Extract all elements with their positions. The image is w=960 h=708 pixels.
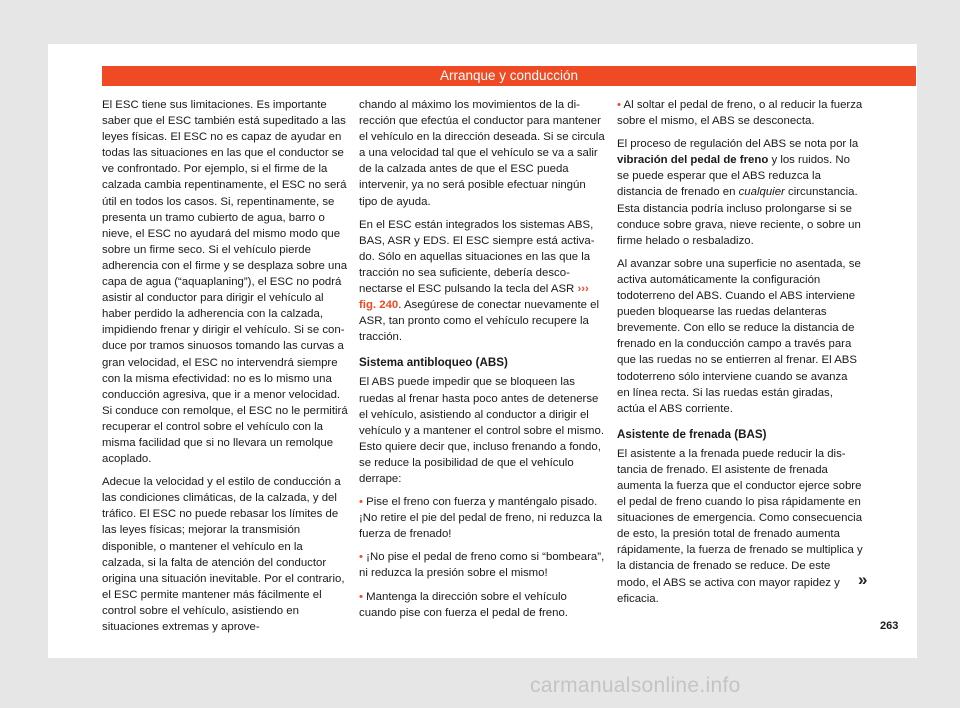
paragraph: El ABS puede impedir que se bloqueen las ruedas al frenar hasta poco antes de detenerse el vehículo, asistiendo al conductor a dirigir el vehículo y a mantener el control sobre el mismo. Esto quiere decir que, incluso frenando a fondo, se reduce la posibilidad de que el vehículo derrape:	[359, 376, 605, 485]
paragraph-text: El proceso de regulación del ABS se nota por la	[617, 138, 859, 151]
continue-arrow-icon: »	[858, 570, 868, 589]
bullet-icon: •	[617, 99, 621, 111]
bullet-icon: •	[359, 496, 363, 509]
paragraph: El asistente a la frenada puede reducir la distancia de frenado. El asistente de frenada aumenta la fuerza que el conductor ejerce sobre el pedal de freno cuando lo pisa rápidamente en situaciones de emergencia. Como consecuencia de esto, la presión total de frenado aumenta rápidamente, la fuerza de frenado se multiplica y la distancia de frenado se reduce. De este modo, el ABS se activa con mayor rapidez y eficacia.	[617, 447, 863, 605]
page-number: 263	[880, 620, 899, 632]
watermark: carmanualsonline.info	[530, 674, 741, 697]
bullet-icon: •	[359, 590, 363, 603]
bullet-text: ¡No pise el pedal de freno como si “bombeara”, ni reduzca la presión sobre el mismo!	[359, 551, 605, 580]
text-column-3	[617, 97, 863, 614]
text-column-1	[102, 97, 348, 642]
paragraph-text: circunstancia. Esta distancia podría incluso prolongarse si se conduce sobre grava, nieve reciente, o sobre un firme helado o resbaladizo.	[617, 186, 861, 247]
paragraph: El ESC tiene sus limitaciones. Es importante saber que el ESC también está supeditado a las leyes físicas. El ESC no es capaz de ayudar en todas las situaciones en las que el conductor se ve confrontado. Por ejemplo, si el firme de la calzada cambia repentinamente, el ESC no será útil en todos los casos. Si, repentinamente, se presenta un tramo cubierto de agua, barro o nieve, el ESC no ayudará del mismo modo que sobre un firme seco. Si el vehículo pierde adherencia con el firme y se desplaza sobre una capa de agua (“aquaplaning”), el ESC no podrá asistir al conductor para dirigir el vehículo al haber perdido la adherencia con la calzada, impidiendo frenar y dirigir el vehículo. Si se conduce por tramos sinuosos tomando las curvas a gran velocidad, el ESC no intervendrá siempre con la misma efectividad: no es lo mismo una conducción agresiva, que ir a menor velocidad. Si conduce con remolque, el ESC no le permitirá recuperar el control sobre el vehículo con la misma facilidad que si no llevara un remolque acoplado.	[102, 99, 348, 466]
paragraph-text: En el ESC están integrados los sistemas ABS, BAS, ASR y EDS. El ESC siempre está activado. Sólo en aquellas situaciones en las que la tracción no sea suficiente, debería desconectarse el ESC pulsando la tecla del ASR	[359, 218, 595, 296]
paragraph-text: y los ruidos. No se puede esperar que el ABS reduzca la distancia de frenado en	[617, 154, 850, 199]
paragraph	[359, 217, 605, 346]
paragraph: chando al máximo los movimientos de la dirección que efectúa el conductor para mantener el vehículo en la dirección deseada. Si se circula a una velocidad tal que el vehículo se va a salir de la calzada antes de que el ESC pueda intervenir, ya no será posible efectuar ningún tipo de ayuda.	[359, 99, 605, 208]
bullet-item	[359, 494, 605, 542]
bullet-text: Al soltar el pedal de freno, o al reducir la fuerza sobre el mismo, el ABS se desconecta.	[617, 99, 863, 128]
bullet-item	[359, 549, 605, 581]
paragraph: Al avanzar sobre una superficie no asentada, se activa automáticamente la configuración todoterreno del ABS. Cuando el ABS interviene pueden bloquearse las ruedas delanteras brevemente. Con ello se reduce la distancia de frenado en la conducción campo a través para que las ruedas no se entierren al frenar. El ABS todoterreno sólo interviene cuando se avanza en línea recta. Si las ruedas están giradas, actúa el ABS corriente.	[617, 257, 861, 415]
heading-bas: Asistente de frenada (BAS)	[617, 427, 767, 441]
paragraph-text: . Asegúrese de conectar nuevamente el ASR, tan pronto como el vehículo recupere la tracción.	[359, 299, 599, 344]
section-title: Arranque y conducción	[439, 68, 579, 83]
bullet-item	[359, 589, 605, 621]
italic-term: cualquier	[738, 186, 785, 199]
bullet-text: Pise el freno con fuerza y manténgalo pisado. ¡No retire el pie del pedal de freno, ni reduzca la fuerza de frenado!	[359, 496, 603, 541]
bullet-icon: •	[359, 551, 363, 564]
paragraph: Adecue la velocidad y el estilo de conducción a las condiciones climáticas, de la calzada, y del tráfico. El ESC no puede rebasar los límites de las leyes físicas; mejorar la transmisión disponible, o mantener el vehículo en la calzada, si la falta de atención del conductor origina una situación inevitable. Por el contrario, el ESC permite mantener más fácilmente el control sobre el vehículo, asistiendo en situaciones extremas y aprove-	[102, 476, 345, 633]
bold-term: vibración del pedal de freno	[617, 154, 769, 167]
figure-reference-link[interactable]: ››› fig. 240	[359, 283, 589, 312]
paragraph	[617, 136, 863, 249]
bullet-item	[617, 97, 863, 129]
text-column-2	[359, 97, 605, 628]
heading-abs: Sistema antibloqueo (ABS)	[359, 356, 508, 370]
section-header	[102, 66, 916, 86]
bullet-text: Mantenga la dirección sobre el vehículo cuando pise con fuerza el pedal de freno.	[359, 590, 568, 619]
